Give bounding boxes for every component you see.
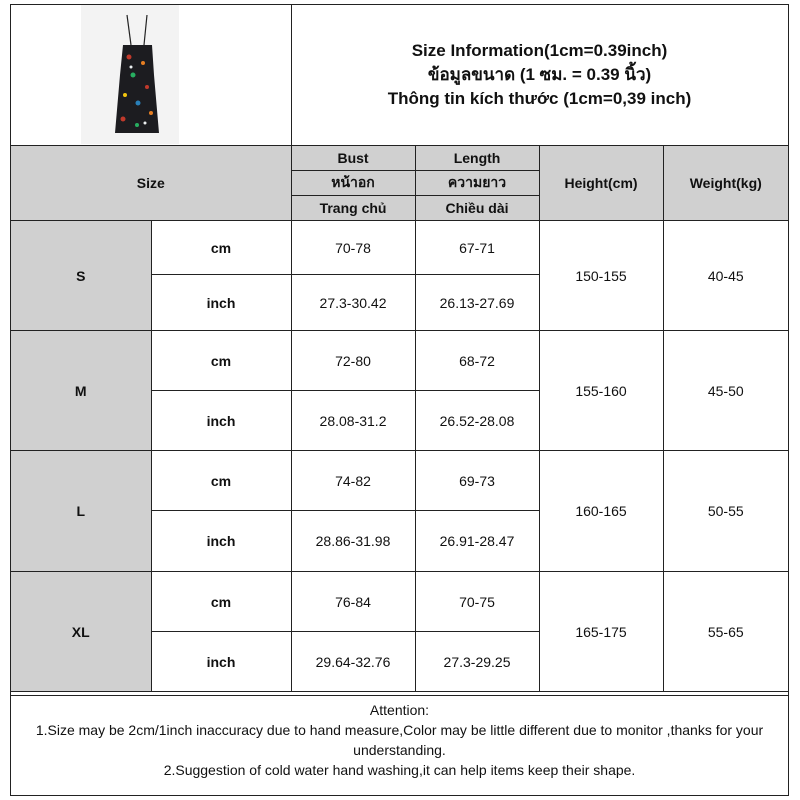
attention-line-2: 2.Suggestion of cold water hand washing,it can help items keep their shape. xyxy=(163,762,636,778)
weight-xl: 55-65 xyxy=(663,572,788,692)
length-inch-s: 26.13-27.69 xyxy=(415,275,539,331)
bust-cm-xl: 76-84 xyxy=(291,572,415,632)
attention-note xyxy=(11,695,788,795)
unit-cm: cm xyxy=(151,221,291,275)
height-xl: 165-175 xyxy=(539,572,663,692)
bust-inch-s: 27.3-30.42 xyxy=(291,275,415,331)
info-line-vietnamese: Thông tin kích thước (1cm=0,39 inch) xyxy=(387,89,692,108)
height-header: Height(cm) xyxy=(539,146,663,221)
length-cm-l: 69-73 xyxy=(415,451,539,511)
length-header-th: ความยาว xyxy=(415,171,539,196)
bust-cm-s: 70-78 xyxy=(291,221,415,275)
bust-header-en: Bust xyxy=(291,146,415,171)
length-cm-m: 68-72 xyxy=(415,331,539,391)
size-label-l: L xyxy=(11,451,151,572)
size-label-s: S xyxy=(11,221,151,331)
weight-m: 45-50 xyxy=(663,331,788,451)
weight-l: 50-55 xyxy=(663,451,788,572)
bust-inch-xl: 29.64-32.76 xyxy=(291,632,415,692)
product-image xyxy=(11,5,291,145)
weight-s: 40-45 xyxy=(663,221,788,331)
unit-cm: cm xyxy=(151,331,291,391)
unit-inch: inch xyxy=(151,275,291,331)
length-cm-xl: 70-75 xyxy=(415,572,539,632)
length-cm-s: 67-71 xyxy=(415,221,539,275)
bust-header-vi: Trang chủ xyxy=(291,196,415,221)
height-s: 150-155 xyxy=(539,221,663,331)
bust-cm-m: 72-80 xyxy=(291,331,415,391)
bust-header-th: หน้าอก xyxy=(291,171,415,196)
height-l: 160-165 xyxy=(539,451,663,572)
attention-line-1: 1.Size may be 2cm/1inch inaccuracy due to hand measure,Color may be little different due to monitor ,thanks for your understanding. xyxy=(35,722,764,758)
weight-header: Weight(kg) xyxy=(663,146,788,221)
unit-inch: inch xyxy=(151,632,291,692)
bust-cm-l: 74-82 xyxy=(291,451,415,511)
info-line-english: Size Information(1cm=0.39inch) xyxy=(411,41,668,60)
length-inch-m: 26.52-28.08 xyxy=(415,391,539,451)
length-header-en: Length xyxy=(415,146,539,171)
size-information-header xyxy=(291,5,788,145)
length-inch-xl: 27.3-29.25 xyxy=(415,632,539,692)
bust-inch-l: 28.86-31.98 xyxy=(291,511,415,572)
size-label-xl: XL xyxy=(11,572,151,692)
unit-cm: cm xyxy=(151,572,291,632)
attention-title: Attention: xyxy=(369,702,430,718)
size-label-m: M xyxy=(11,331,151,451)
info-line-thai: ข้อมูลขนาด (1 ซม. = 0.39 นิ้ว) xyxy=(427,65,652,84)
size-chart xyxy=(10,4,789,796)
size-header: Size xyxy=(11,146,291,221)
height-m: 155-160 xyxy=(539,331,663,451)
unit-inch: inch xyxy=(151,511,291,572)
bust-inch-m: 28.08-31.2 xyxy=(291,391,415,451)
unit-cm: cm xyxy=(151,451,291,511)
size-table xyxy=(11,145,788,692)
unit-inch: inch xyxy=(151,391,291,451)
length-inch-l: 26.91-28.47 xyxy=(415,511,539,572)
length-header-vi: Chiều dài xyxy=(415,196,539,221)
product-photo-cell xyxy=(11,5,292,145)
